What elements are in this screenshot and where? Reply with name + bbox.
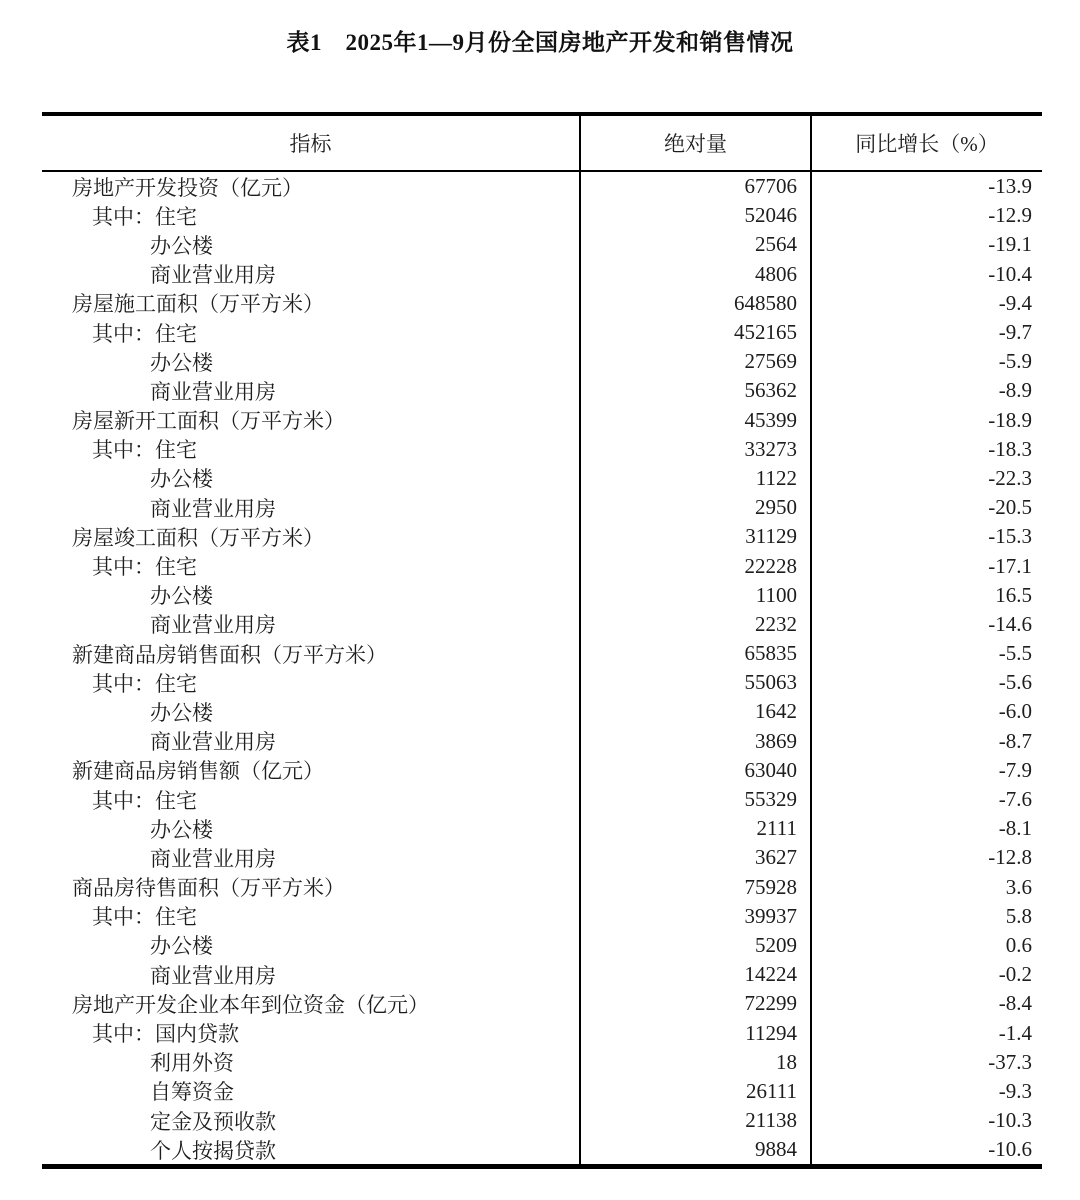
row-absolute-value: 9884 bbox=[579, 1135, 812, 1164]
table-row bbox=[42, 1106, 1042, 1135]
row-indicator-label: 商业营业用房 bbox=[150, 730, 276, 755]
table-row bbox=[42, 668, 1042, 697]
row-growth-value: -22.3 bbox=[988, 465, 1032, 490]
row-growth-value: -15.3 bbox=[988, 524, 1032, 549]
table-row bbox=[42, 172, 1042, 201]
row-indicator-label: 商业营业用房 bbox=[150, 846, 276, 871]
row-absolute-value: 648580 bbox=[579, 289, 812, 318]
table-row bbox=[42, 873, 1042, 902]
row-indicator-label: 房地产开发企业本年到位资金（亿元） bbox=[72, 992, 429, 1017]
row-absolute-value: 26111 bbox=[579, 1077, 812, 1106]
row-absolute-value: 55329 bbox=[579, 785, 812, 814]
table-row bbox=[42, 318, 1042, 347]
row-indicator-label: 利用外资 bbox=[150, 1051, 234, 1076]
row-absolute-value: 11294 bbox=[579, 1018, 812, 1047]
row-absolute-value: 2232 bbox=[579, 610, 812, 639]
row-absolute-value: 63040 bbox=[579, 756, 812, 785]
row-absolute-value: 5209 bbox=[579, 931, 812, 960]
row-indicator-label: 定金及预收款 bbox=[150, 1109, 276, 1134]
row-growth-value: -18.3 bbox=[988, 436, 1032, 461]
table-row bbox=[42, 1048, 1042, 1077]
row-absolute-value: 45399 bbox=[579, 406, 812, 435]
row-indicator-label: 商业营业用房 bbox=[150, 379, 276, 404]
row-growth-value: -9.4 bbox=[998, 290, 1032, 315]
table-row bbox=[42, 902, 1042, 931]
table-row bbox=[42, 376, 1042, 405]
table-row bbox=[42, 756, 1042, 785]
row-growth-value: -8.9 bbox=[998, 378, 1032, 403]
row-absolute-value: 3869 bbox=[579, 727, 812, 756]
table-row bbox=[42, 843, 1042, 872]
row-growth-value: -10.3 bbox=[988, 1108, 1032, 1133]
row-growth-value: -17.1 bbox=[988, 553, 1032, 578]
table-row bbox=[42, 581, 1042, 610]
column-header-indicator: 指标 bbox=[289, 132, 332, 156]
row-indicator-label: 房屋施工面积（万平方米） bbox=[72, 292, 324, 317]
row-indicator-label: 商业营业用房 bbox=[150, 496, 276, 521]
row-indicator-label: 其中：住宅 bbox=[92, 905, 197, 930]
row-indicator-label: 房地产开发投资（亿元） bbox=[72, 175, 303, 200]
row-growth-value: -1.4 bbox=[998, 1020, 1032, 1045]
row-indicator-label: 办公楼 bbox=[150, 934, 213, 959]
row-absolute-value: 1642 bbox=[579, 697, 812, 726]
row-indicator-label: 其中：住宅 bbox=[92, 788, 197, 813]
table-row bbox=[42, 931, 1042, 960]
table-row bbox=[42, 551, 1042, 580]
table-row bbox=[42, 347, 1042, 376]
row-indicator-label: 商业营业用房 bbox=[150, 263, 276, 288]
row-indicator-label: 房屋竣工面积（万平方米） bbox=[72, 525, 324, 550]
row-growth-value: -7.6 bbox=[998, 787, 1032, 812]
row-absolute-value: 67706 bbox=[579, 172, 812, 201]
row-growth-value: -12.8 bbox=[988, 845, 1032, 870]
column-header-absolute-value: 绝对量 bbox=[579, 116, 812, 170]
row-absolute-value: 27569 bbox=[579, 347, 812, 376]
row-absolute-value: 39937 bbox=[579, 902, 812, 931]
table-row bbox=[42, 697, 1042, 726]
row-absolute-value: 2111 bbox=[579, 814, 812, 843]
table-row bbox=[42, 260, 1042, 289]
row-indicator-label: 自筹资金 bbox=[150, 1080, 234, 1105]
table-row bbox=[42, 230, 1042, 259]
row-growth-value: -12.9 bbox=[988, 203, 1032, 228]
table-row bbox=[42, 493, 1042, 522]
row-growth-value: -10.4 bbox=[988, 261, 1032, 286]
row-indicator-label: 个人按揭贷款 bbox=[150, 1138, 276, 1163]
table-row bbox=[42, 201, 1042, 230]
row-growth-value: -8.4 bbox=[998, 991, 1032, 1016]
row-absolute-value: 21138 bbox=[579, 1106, 812, 1135]
row-growth-value: 16.5 bbox=[995, 582, 1032, 607]
row-absolute-value: 18 bbox=[579, 1048, 812, 1077]
row-absolute-value: 14224 bbox=[579, 960, 812, 989]
row-absolute-value: 452165 bbox=[579, 318, 812, 347]
table-body bbox=[42, 172, 1042, 1164]
row-absolute-value: 72299 bbox=[579, 989, 812, 1018]
row-indicator-label: 其中：住宅 bbox=[92, 321, 197, 346]
row-growth-value: -19.1 bbox=[988, 232, 1032, 257]
row-indicator-label: 其中：住宅 bbox=[92, 555, 197, 580]
table-row bbox=[42, 1018, 1042, 1047]
row-indicator-label: 办公楼 bbox=[150, 350, 213, 375]
row-indicator-label: 商业营业用房 bbox=[150, 613, 276, 638]
row-indicator-label: 其中：住宅 bbox=[92, 671, 197, 696]
row-absolute-value: 3627 bbox=[579, 843, 812, 872]
row-absolute-value: 56362 bbox=[579, 376, 812, 405]
row-absolute-value: 4806 bbox=[579, 260, 812, 289]
table-row bbox=[42, 989, 1042, 1018]
table-row bbox=[42, 814, 1042, 843]
table-row bbox=[42, 727, 1042, 756]
table-row bbox=[42, 406, 1042, 435]
row-indicator-label: 办公楼 bbox=[150, 700, 213, 725]
row-indicator-label: 新建商品房销售额（亿元） bbox=[72, 759, 324, 784]
row-absolute-value: 1100 bbox=[579, 581, 812, 610]
table-row bbox=[42, 289, 1042, 318]
table-row bbox=[42, 1135, 1042, 1164]
row-indicator-label: 办公楼 bbox=[150, 233, 213, 258]
row-indicator-label: 其中：国内贷款 bbox=[92, 1022, 239, 1047]
row-growth-value: -20.5 bbox=[988, 495, 1032, 520]
row-growth-value: -14.6 bbox=[988, 611, 1032, 636]
page-title: 表1 2025年1—9月份全国房地产开发和销售情况 bbox=[286, 30, 794, 55]
statistics-table bbox=[42, 112, 1042, 1169]
row-indicator-label: 房屋新开工面积（万平方米） bbox=[72, 409, 345, 434]
row-growth-value: -5.5 bbox=[998, 641, 1032, 666]
table-row bbox=[42, 960, 1042, 989]
row-growth-value: -9.3 bbox=[998, 1078, 1032, 1103]
row-absolute-value: 65835 bbox=[579, 639, 812, 668]
row-growth-value: -9.7 bbox=[998, 320, 1032, 345]
table-row bbox=[42, 610, 1042, 639]
row-growth-value: -10.6 bbox=[988, 1137, 1032, 1162]
row-indicator-label: 商业营业用房 bbox=[150, 963, 276, 988]
row-growth-value: -13.9 bbox=[988, 174, 1032, 199]
table-row bbox=[42, 639, 1042, 668]
row-indicator-label: 商品房待售面积（万平方米） bbox=[72, 876, 345, 901]
row-growth-value: -8.7 bbox=[998, 728, 1032, 753]
row-growth-value: -7.9 bbox=[998, 757, 1032, 782]
row-indicator-label: 其中：住宅 bbox=[92, 438, 197, 463]
row-growth-value: -5.9 bbox=[998, 349, 1032, 374]
table-row bbox=[42, 464, 1042, 493]
table-row bbox=[42, 435, 1042, 464]
row-absolute-value: 52046 bbox=[579, 201, 812, 230]
row-indicator-label: 新建商品房销售面积（万平方米） bbox=[72, 642, 387, 667]
table-row bbox=[42, 785, 1042, 814]
row-absolute-value: 33273 bbox=[579, 435, 812, 464]
row-growth-value: -5.6 bbox=[998, 670, 1032, 695]
row-indicator-label: 办公楼 bbox=[150, 584, 213, 609]
row-absolute-value: 2564 bbox=[579, 230, 812, 259]
row-growth-value: -8.1 bbox=[998, 816, 1032, 841]
row-growth-value: 0.6 bbox=[1005, 932, 1032, 957]
row-growth-value: 3.6 bbox=[1005, 874, 1032, 899]
table-row bbox=[42, 1077, 1042, 1106]
row-indicator-label: 办公楼 bbox=[150, 467, 213, 492]
row-growth-value: -0.2 bbox=[998, 962, 1032, 987]
table-header-row bbox=[42, 116, 1042, 172]
row-growth-value: 5.8 bbox=[1005, 903, 1032, 928]
column-header-yoy-growth: 同比增长（%） bbox=[855, 132, 999, 156]
row-absolute-value: 1122 bbox=[579, 464, 812, 493]
row-growth-value: -18.9 bbox=[988, 407, 1032, 432]
row-indicator-label: 办公楼 bbox=[150, 817, 213, 842]
row-indicator-label: 其中：住宅 bbox=[92, 204, 197, 229]
row-absolute-value: 2950 bbox=[579, 493, 812, 522]
row-absolute-value: 75928 bbox=[579, 873, 812, 902]
row-growth-value: -6.0 bbox=[998, 699, 1032, 724]
row-absolute-value: 31129 bbox=[579, 522, 812, 551]
row-absolute-value: 22228 bbox=[579, 551, 812, 580]
row-absolute-value: 55063 bbox=[579, 668, 812, 697]
row-growth-value: -37.3 bbox=[988, 1049, 1032, 1074]
table-row bbox=[42, 522, 1042, 551]
